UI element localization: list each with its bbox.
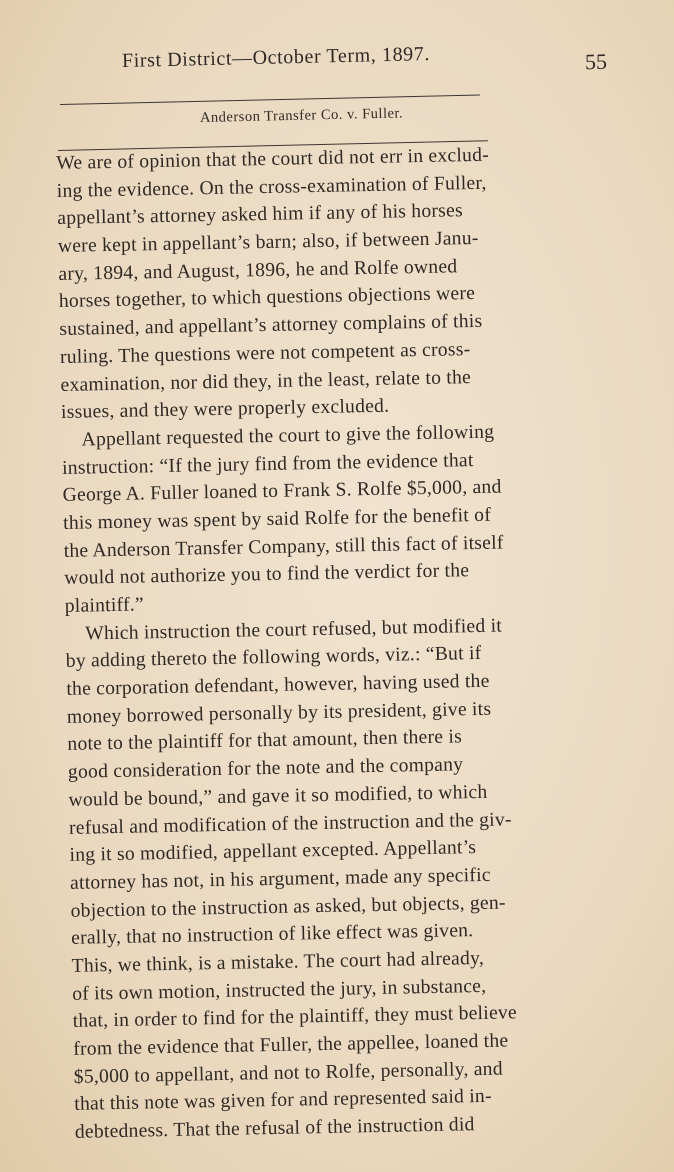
text-line: sustained, and appellant’s attorney complains of this [59,310,483,341]
case-title: Anderson Transfer Co. v. Fuller. [199,105,404,126]
text-line: would not authorize you to find the verdict for the [64,560,470,590]
body-text [56,139,655,1147]
text-line: issues, and they were properly excluded. [60,395,390,424]
text-line: the Anderson Transfer Company, still this fact of itself [63,532,504,562]
text-line: $5,000 to appellant, and not to Rolfe, personally, and [73,1058,503,1088]
running-head: First District—October Term, 1897. [121,43,431,72]
text-line: We are of opinion that the court did not err in exclud- [56,144,490,174]
text-line: ruling. The questions were not competent as cross- [59,338,471,368]
paragraph-start-line: Which instruction the court refused, but modified it [85,615,503,645]
text-line: appellant’s attorney asked him if any of his horses [57,200,464,230]
text-line: refusal and modification of the instruction and the giv- [68,808,512,839]
header-rule-top [60,94,480,105]
text-line: would be bound,” and gave it so modified, to which [68,781,488,811]
text-line: the corporation defendant, however, having used the [66,670,490,700]
text-line: instruction: “If the jury find from the evidence that [61,449,474,479]
text-line: George A. Fuller loaned to Frank S. Rolfe $5,000, and [62,476,502,507]
text-line: that this note was given for and represented said in- [74,1086,492,1116]
text-line: good consideration for the note and the company [67,754,464,784]
text-line: ing it so modified, appellant excepted. Appellant’s [69,837,477,867]
text-line: money borrowed personally by its president, give its [66,698,492,728]
text-line: ing the evidence. On the cross-examination of Fuller, [56,172,487,202]
text-line: horses together, to which questions objections were [58,283,476,313]
text-line: note to the plaintiff for that amount, then there is [67,726,463,756]
text-line: plaintiff.” [64,594,145,617]
text-line: by adding thereto the following words, viz.: “But if [65,643,482,673]
text-line: this money was spent by said Rolfe for the benefit of [62,504,492,534]
text-line: ary, 1894, and August, 1896, he and Rolfe owned [58,256,458,285]
text-line: objection to the instruction as asked, but objects, gen- [70,892,506,922]
paragraph-start-line: Appellant requested the court to give the following [81,421,495,451]
text-line: of its own motion, instructed the jury, in substance, [72,975,487,1005]
page-number: 55 [584,48,608,75]
text-line: examination, nor did they, in the least, relate to the [60,366,472,396]
text-line: were kept in appellant’s barn; also, if between Janu- [57,227,479,258]
text-line: This, we think, is a mistake. The court had already, [71,947,485,977]
text-line: erally, that no instruction of like effect was given. [70,920,474,950]
text-line: that, in order to find for the plaintiff, they must believe [72,1002,518,1033]
text-line: from the evidence that Fuller, the appellee, loaned the [73,1030,509,1060]
text-line: attorney has not, in his argument, made any specific [69,864,491,894]
text-line: debtedness. That the refusal of the instruction did [74,1114,475,1143]
